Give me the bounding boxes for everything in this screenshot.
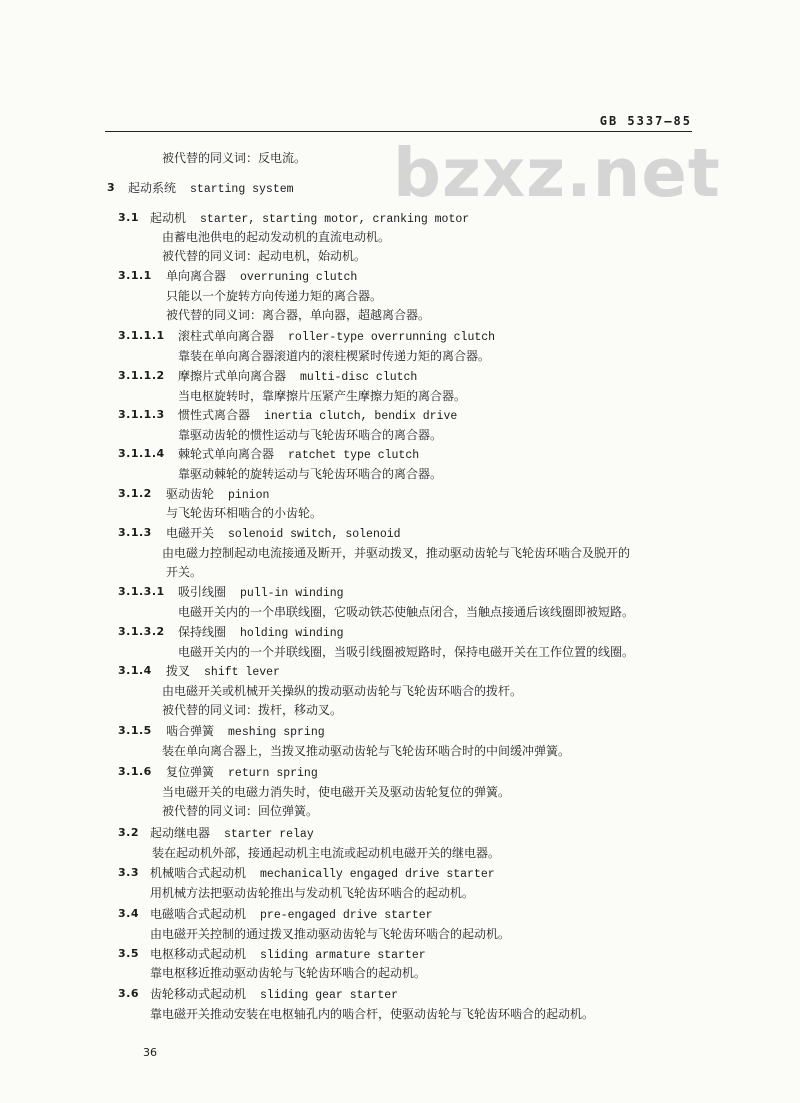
entry-heading <box>178 624 344 642</box>
definition-line: 被代替的同义词：起动电机，始动机。 <box>162 249 367 263</box>
entry-number: 3.6 <box>118 987 139 1000</box>
entry-heading <box>166 486 269 504</box>
definition-line: 由电磁开关或机械开关操纵的拨动驱动齿轮与飞轮齿环啮合的拨杆。 <box>162 684 523 698</box>
term-chinese: 啮合弹簧 <box>166 724 215 738</box>
definition-line: 用机械方法把驱动齿轮推出与发动机飞轮齿环啮合的起动机。 <box>150 886 475 900</box>
term-english: roller-type overrunning clutch <box>288 331 496 344</box>
term-english: starter, starting motor, cranking motor <box>200 213 470 226</box>
entry-heading <box>178 407 457 425</box>
definition-line: 开关。 <box>166 565 203 579</box>
entry-number: 3.1.1 <box>118 269 152 282</box>
term-chinese: 棘轮式单向离合器 <box>178 447 275 461</box>
page-number: 36 <box>143 1046 157 1059</box>
entry-heading <box>150 946 426 964</box>
definition-line: 靠电磁开关推动安装在电枢轴孔内的啮合杆，使驱动齿轮与飞轮齿环啮合的起动机。 <box>150 1007 595 1021</box>
term-english: pull-in winding <box>240 587 344 600</box>
entry-heading <box>178 368 417 386</box>
term-english: multi-disc clutch <box>300 371 418 384</box>
entry-number: 3.2 <box>118 826 139 839</box>
term-chinese: 吸引线圈 <box>178 585 227 599</box>
definition-line: 被代替的同义词：回位弹簧。 <box>162 804 319 818</box>
term-chinese: 拨叉 <box>166 664 191 678</box>
term-english: ratchet type clutch <box>288 449 420 462</box>
definition-line: 只能以一个旋转方向传递力矩的离合器。 <box>166 289 383 303</box>
intro-line: 被代替的同义词：反电流。 <box>162 151 307 165</box>
definition-line: 靠装在单向离合器滚道内的滚柱楔紧时传递力矩的离合器。 <box>178 349 491 363</box>
term-chinese: 摩擦片式单向离合器 <box>178 369 287 383</box>
term-english: shift lever <box>204 666 280 679</box>
definition-line: 由蓄电池供电的起动发动机的直流电动机。 <box>162 230 391 244</box>
entry-heading <box>128 180 294 198</box>
definition-line: 电磁开关内的一个并联线圈，当吸引线圈被短路时，保持电磁开关在工作位置的线圈。 <box>178 645 635 659</box>
entry-number: 3.1.1.4 <box>118 447 165 460</box>
definition-line: 由电磁开关控制的通过拨叉推动驱动齿轮与飞轮齿环啮合的起动机。 <box>150 927 511 941</box>
entry-heading <box>166 764 318 782</box>
entry-number: 3.1.1.2 <box>118 369 165 382</box>
term-chinese: 复位弹簧 <box>166 765 215 779</box>
term-chinese: 电磁开关 <box>166 526 215 540</box>
term-chinese: 保持线圈 <box>178 625 227 639</box>
entry-number: 3 <box>107 181 116 194</box>
entry-heading <box>166 268 357 286</box>
entry-number: 3.1.3.1 <box>118 585 165 598</box>
entry-heading <box>150 906 433 924</box>
entry-heading <box>178 328 495 346</box>
term-english: pre-engaged drive starter <box>260 909 433 922</box>
entry-number: 3.1.3 <box>118 526 152 539</box>
definition-line: 靠驱动齿轮的惯性运动与飞轮齿环啮合的离合器。 <box>178 428 443 442</box>
entry-heading <box>150 210 469 228</box>
definition-line: 电磁开关内的一个串联线圈，它吸动铁芯使触点闭合，当触点接通后该线圈即被短路。 <box>178 605 635 619</box>
entry-heading <box>178 446 419 464</box>
standard-number-header: GB 5337—85 <box>599 114 692 128</box>
definition-line: 被代替的同义词：离合器，单向器，超越离合器。 <box>166 308 431 322</box>
entry-heading <box>166 663 280 681</box>
entry-number: 3.1.6 <box>118 765 152 778</box>
entry-number: 3.1.2 <box>118 487 152 500</box>
term-chinese: 滚柱式单向离合器 <box>178 329 275 343</box>
term-chinese: 起动机 <box>150 211 187 225</box>
definition-line: 靠驱动棘轮的旋转运动与飞轮齿环啮合的离合器。 <box>178 467 443 481</box>
entry-heading <box>150 865 495 883</box>
entry-number: 3.1.1.1 <box>118 329 165 342</box>
term-english: meshing spring <box>228 726 325 739</box>
definition-line: 靠电枢移近推动驱动齿轮与飞轮齿环啮合的起动机。 <box>150 966 427 980</box>
entry-number: 3.1.5 <box>118 724 152 737</box>
definition-line: 由电磁力控制起动电流接通及断开，并驱动拨叉，推动驱动齿轮与飞轮齿环啮合及脱开的 <box>162 546 631 560</box>
term-chinese: 机械啮合式起动机 <box>150 866 247 880</box>
term-chinese: 单向离合器 <box>166 269 227 283</box>
definition-line: 与飞轮齿环相啮合的小齿轮。 <box>166 506 323 520</box>
entry-heading <box>166 525 401 543</box>
definition-line: 装在单向离合器上，当拨叉推动驱动齿轮与飞轮齿环啮合时的中间缓冲弹簧。 <box>162 744 571 758</box>
term-english: solenoid switch, solenoid <box>228 528 401 541</box>
definition-line: 装在起动机外部，接通起动机主电流或起动机电磁开关的继电器。 <box>152 846 501 860</box>
term-english: pinion <box>228 489 270 502</box>
entry-number: 3.5 <box>118 947 139 960</box>
term-chinese: 电枢移动式起动机 <box>150 947 247 961</box>
entry-number: 3.4 <box>118 907 139 920</box>
term-english: return spring <box>228 767 318 780</box>
entry-heading <box>150 825 314 843</box>
definition-line: 当电磁开关的电磁力消失时，使电磁开关及驱动齿轮复位的弹簧。 <box>162 785 511 799</box>
term-english: overruning clutch <box>240 271 358 284</box>
term-chinese: 起动继电器 <box>150 826 211 840</box>
term-chinese: 齿轮移动式起动机 <box>150 987 247 1001</box>
definition-line: 当电枢旋转时，靠摩擦片压紧产生摩擦力矩的离合器。 <box>178 389 467 403</box>
term-english: mechanically engaged drive starter <box>260 868 495 881</box>
term-english: holding winding <box>240 627 344 640</box>
entry-heading <box>150 986 398 1004</box>
definition-line: 被代替的同义词：拨杆，移动叉。 <box>162 703 343 717</box>
entry-number: 3.1.3.2 <box>118 625 165 638</box>
term-chinese: 电磁啮合式起动机 <box>150 907 247 921</box>
term-english: inertia clutch, bendix drive <box>264 410 458 423</box>
term-chinese: 驱动齿轮 <box>166 487 215 501</box>
term-english: starting system <box>190 183 294 196</box>
term-english: starter relay <box>224 828 314 841</box>
term-chinese: 起动系统 <box>128 181 177 195</box>
header-rule <box>105 131 692 132</box>
entry-number: 3.3 <box>118 866 139 879</box>
entry-number: 3.1.1.3 <box>118 408 165 421</box>
entry-heading <box>178 584 344 602</box>
term-english: sliding armature starter <box>260 949 426 962</box>
term-chinese: 惯性式离合器 <box>178 408 251 422</box>
watermark-logo: bzxz.net <box>393 134 721 212</box>
entry-number: 3.1 <box>118 211 139 224</box>
term-english: sliding gear starter <box>260 989 399 1002</box>
entry-number: 3.1.4 <box>118 664 152 677</box>
entry-heading <box>166 723 325 741</box>
